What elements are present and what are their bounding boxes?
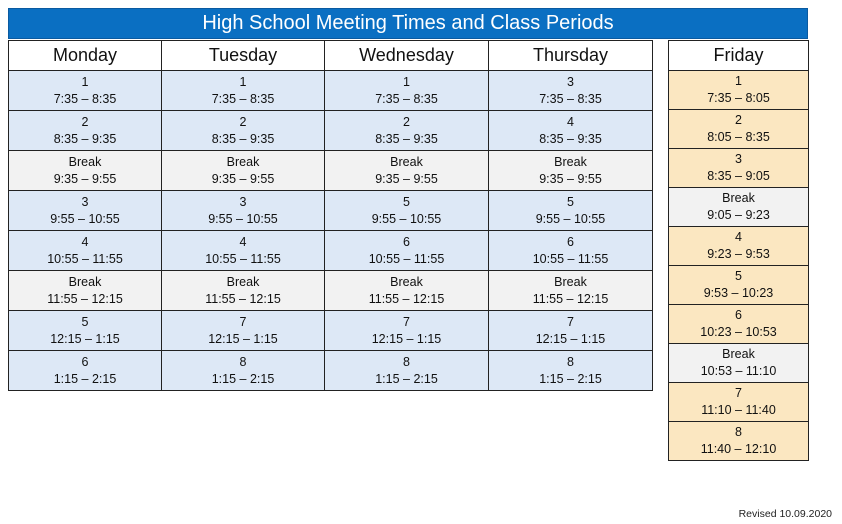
period-number: 7 xyxy=(239,314,247,329)
period-cell xyxy=(162,311,325,351)
break-cell xyxy=(669,188,809,227)
time-range: 11:55 – 12:15 xyxy=(47,291,123,306)
time-range: 7:35 – 8:35 xyxy=(211,91,275,106)
period-cell xyxy=(162,231,325,271)
break-label: Break xyxy=(722,347,755,361)
friday-row xyxy=(669,266,809,305)
period-number: 7 xyxy=(735,386,742,400)
day-header-tuesday: Tuesday xyxy=(162,41,325,71)
time-range: 8:35 – 9:35 xyxy=(375,131,438,146)
period-number: 6 xyxy=(403,234,410,249)
time-range: 10:55 – 11:55 xyxy=(205,251,281,266)
time-range: 11:55 – 12:15 xyxy=(205,291,281,306)
period-number: 1 xyxy=(735,74,742,88)
friday-row xyxy=(669,305,809,344)
period-number: 6 xyxy=(735,308,742,322)
break-cell xyxy=(9,151,162,191)
break-label: Break xyxy=(68,154,102,169)
friday-row xyxy=(669,110,809,149)
period-number: 4 xyxy=(567,114,574,129)
friday-schedule-table xyxy=(668,40,809,461)
period-number: 2 xyxy=(403,114,410,129)
time-range: 11:55 – 12:15 xyxy=(368,291,445,306)
period-cell xyxy=(9,311,162,351)
period-cell xyxy=(489,111,653,151)
period-cell xyxy=(489,191,653,231)
time-range: 8:35 – 9:35 xyxy=(211,131,275,146)
time-range: 7:35 – 8:35 xyxy=(53,91,117,106)
page-title: High School Meeting Times and Class Periods xyxy=(8,8,808,39)
period-cell xyxy=(669,383,809,422)
break-label: Break xyxy=(68,274,102,289)
period-cell xyxy=(9,191,162,231)
schedule-row xyxy=(9,271,653,311)
period-number: 1 xyxy=(403,74,410,89)
period-cell xyxy=(9,111,162,151)
time-range: 8:05 – 8:35 xyxy=(707,130,770,144)
period-cell xyxy=(669,227,809,266)
time-range: 1:15 – 2:15 xyxy=(539,371,602,386)
period-number: 8 xyxy=(239,354,247,369)
break-cell xyxy=(325,271,489,311)
period-number: 2 xyxy=(735,113,742,127)
mon-thu-schedule-table xyxy=(8,40,653,391)
friday-row xyxy=(669,344,809,383)
period-number: 1 xyxy=(239,74,247,89)
period-cell xyxy=(162,71,325,111)
time-range: 10:55 – 11:55 xyxy=(368,251,445,266)
period-cell xyxy=(669,71,809,110)
time-range: 1:15 – 2:15 xyxy=(375,371,438,386)
time-range: 10:55 – 11:55 xyxy=(47,251,123,266)
break-label: Break xyxy=(554,154,587,169)
time-range: 12:15 – 1:15 xyxy=(50,331,120,346)
break-label: Break xyxy=(554,274,587,289)
period-number: 3 xyxy=(239,194,247,209)
time-range: 12:15 – 1:15 xyxy=(208,331,278,346)
time-range: 11:40 – 12:10 xyxy=(700,442,777,456)
period-number: 3 xyxy=(735,152,742,166)
friday-row xyxy=(669,188,809,227)
period-number: 7 xyxy=(567,314,574,329)
revision-note: Revised 10.09.2020 xyxy=(738,508,832,520)
period-cell xyxy=(325,71,489,111)
period-number: 5 xyxy=(567,194,574,209)
period-number: 3 xyxy=(567,74,574,89)
period-number: 5 xyxy=(81,314,89,329)
time-range: 8:35 – 9:05 xyxy=(707,169,770,183)
time-range: 10:53 – 11:10 xyxy=(700,364,777,378)
schedule-row xyxy=(9,151,653,191)
friday-row xyxy=(669,149,809,188)
break-cell xyxy=(489,151,653,191)
period-number: 4 xyxy=(735,230,742,244)
period-number: 4 xyxy=(81,234,89,249)
time-range: 9:55 – 10:55 xyxy=(50,211,120,226)
period-number: 6 xyxy=(81,354,89,369)
period-number: 8 xyxy=(735,425,742,439)
schedule-row xyxy=(9,311,653,351)
day-header-wednesday: Wednesday xyxy=(325,41,489,71)
break-label: Break xyxy=(722,191,755,205)
period-number: 3 xyxy=(81,194,89,209)
day-header-monday: Monday xyxy=(9,41,162,71)
break-cell xyxy=(9,271,162,311)
period-cell xyxy=(669,266,809,305)
day-header-thursday: Thursday xyxy=(489,41,653,71)
schedule-row xyxy=(9,191,653,231)
schedule-row xyxy=(9,111,653,151)
break-label: Break xyxy=(226,154,260,169)
period-cell xyxy=(489,71,653,111)
time-range: 9:55 – 10:55 xyxy=(208,211,278,226)
period-number: 5 xyxy=(403,194,410,209)
period-cell xyxy=(325,351,489,391)
period-number: 2 xyxy=(239,114,247,129)
period-cell xyxy=(9,231,162,271)
period-number: 8 xyxy=(567,354,574,369)
time-range: 12:15 – 1:15 xyxy=(371,331,442,346)
period-cell xyxy=(669,110,809,149)
time-range: 8:35 – 9:35 xyxy=(53,131,117,146)
period-number: 2 xyxy=(81,114,89,129)
time-range: 8:35 – 9:35 xyxy=(539,131,602,146)
time-range: 7:35 – 8:35 xyxy=(539,91,602,106)
period-cell xyxy=(325,311,489,351)
friday-row xyxy=(669,71,809,110)
time-range: 12:15 – 1:15 xyxy=(535,331,606,346)
time-range: 9:05 – 9:23 xyxy=(707,208,770,222)
time-range: 9:55 – 10:55 xyxy=(535,211,606,226)
period-number: 7 xyxy=(403,314,410,329)
day-header-friday: Friday xyxy=(669,41,809,71)
time-range: 7:35 – 8:35 xyxy=(375,91,438,106)
period-cell xyxy=(669,422,809,461)
break-cell xyxy=(162,271,325,311)
period-cell xyxy=(489,351,653,391)
time-range: 9:53 – 10:23 xyxy=(703,286,774,300)
period-cell xyxy=(325,191,489,231)
time-range: 7:35 – 8:05 xyxy=(707,91,770,105)
friday-header-row xyxy=(669,41,809,71)
time-range: 9:35 – 9:55 xyxy=(539,171,602,186)
period-number: 6 xyxy=(567,234,574,249)
time-range: 10:55 – 11:55 xyxy=(532,251,609,266)
period-cell xyxy=(489,311,653,351)
break-cell xyxy=(162,151,325,191)
period-number: 5 xyxy=(735,269,742,283)
period-number: 1 xyxy=(81,74,89,89)
break-label: Break xyxy=(390,274,423,289)
break-cell xyxy=(489,271,653,311)
time-range: 9:23 – 9:53 xyxy=(707,247,770,261)
time-range: 1:15 – 2:15 xyxy=(53,371,117,386)
friday-row xyxy=(669,383,809,422)
schedule-row xyxy=(9,231,653,271)
period-cell xyxy=(669,149,809,188)
time-range: 9:35 – 9:55 xyxy=(211,171,275,186)
time-range: 11:55 – 12:15 xyxy=(532,291,609,306)
period-cell xyxy=(162,111,325,151)
friday-row xyxy=(669,227,809,266)
break-label: Break xyxy=(390,154,423,169)
break-cell xyxy=(669,344,809,383)
period-number: 4 xyxy=(239,234,247,249)
period-number: 8 xyxy=(403,354,410,369)
break-cell xyxy=(325,151,489,191)
period-cell xyxy=(489,231,653,271)
period-cell xyxy=(325,111,489,151)
schedule-row xyxy=(9,351,653,391)
time-range: 1:15 – 2:15 xyxy=(211,371,275,386)
period-cell xyxy=(669,305,809,344)
day-header-row xyxy=(9,41,653,71)
period-cell xyxy=(9,351,162,391)
time-range: 9:55 – 10:55 xyxy=(371,211,442,226)
break-label: Break xyxy=(226,274,260,289)
friday-row xyxy=(669,422,809,461)
time-range: 10:23 – 10:53 xyxy=(700,325,777,339)
time-range: 11:10 – 11:40 xyxy=(701,403,776,417)
period-cell xyxy=(162,351,325,391)
schedule-row xyxy=(9,71,653,111)
time-range: 9:35 – 9:55 xyxy=(375,171,438,186)
period-cell xyxy=(9,71,162,111)
time-range: 9:35 – 9:55 xyxy=(53,171,117,186)
period-cell xyxy=(325,231,489,271)
period-cell xyxy=(162,191,325,231)
